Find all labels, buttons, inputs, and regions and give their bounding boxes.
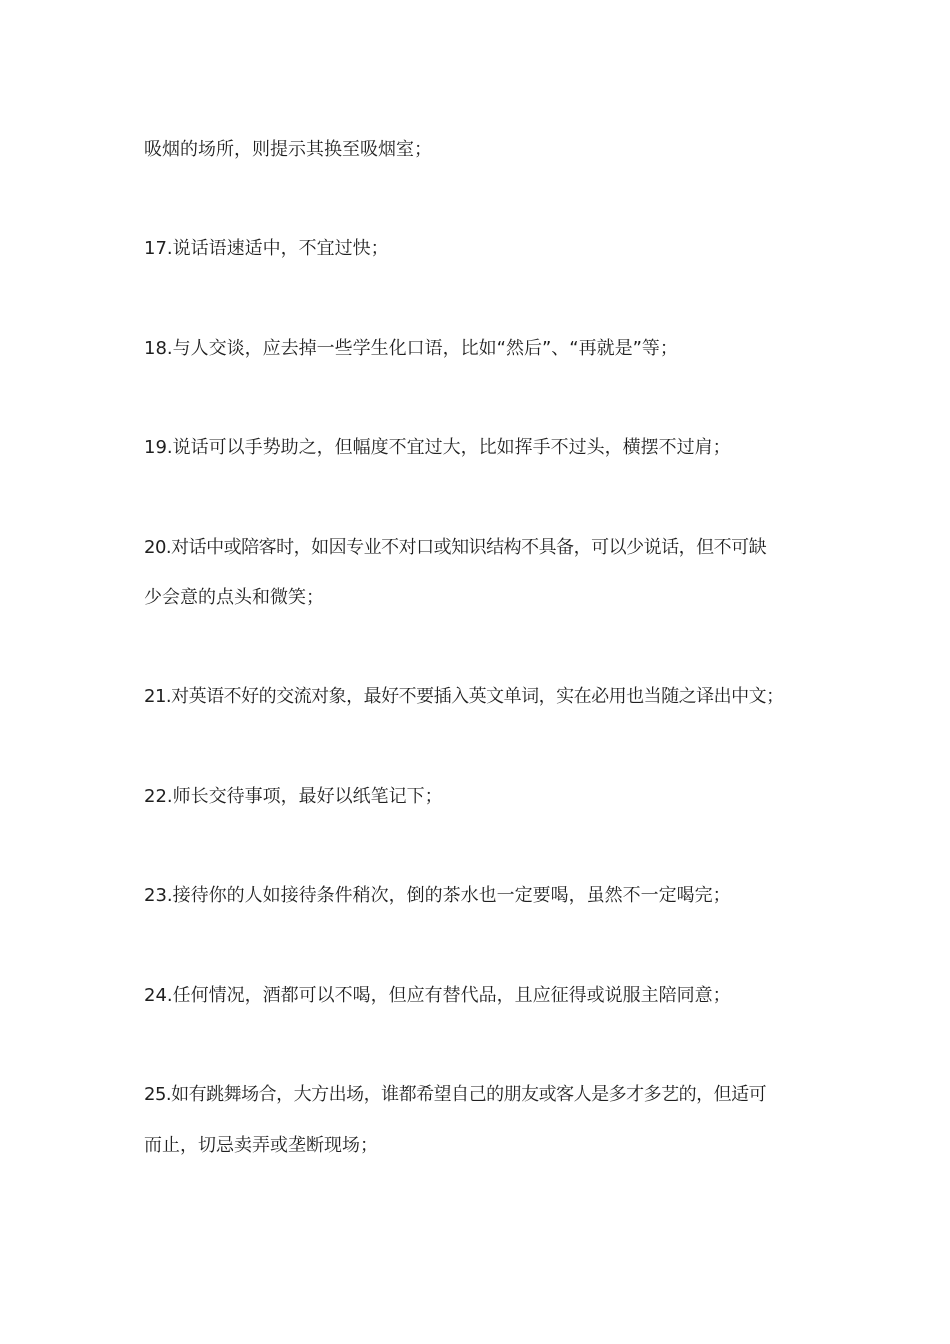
text-line: 19.说话可以手势助之，但幅度不宜过大，比如挥手不过头，横摆不过肩； — [144, 437, 731, 458]
text-line: 而止，切忌卖弄或垄断现场； — [144, 1135, 378, 1156]
text-line: 22.师长交待事项，最好以纸笔记下； — [144, 786, 443, 807]
text-line: 25.如有跳舞场合，大方出场，谁都希望自己的朋友或客人是多才多艺的，但适可 — [144, 1084, 767, 1105]
text-line: 18.与人交谈，应去掉一些学生化口语，比如“然后”、“再就是”等； — [144, 338, 678, 359]
text-line: 21.对英语不好的交流对象，最好不要插入英文单词，实在必用也当随之译出中文； — [144, 686, 784, 707]
text-line: 24.任何情况，酒都可以不喝，但应有替代品，且应征得或说服主陪同意； — [144, 985, 731, 1006]
text-line: 23.接待你的人如接待条件稍次，倒的茶水也一定要喝，虽然不一定喝完； — [144, 885, 731, 906]
text-line: 20.对话中或陪客时，如因专业不对口或知识结构不具备，可以少说话，但不可缺 — [144, 537, 767, 558]
text-line: 少会意的点头和微笑； — [144, 587, 324, 608]
text-line: 17.说话语速适中，不宜过快； — [144, 238, 389, 259]
text-line: 吸烟的场所，则提示其换至吸烟室； — [144, 139, 432, 160]
